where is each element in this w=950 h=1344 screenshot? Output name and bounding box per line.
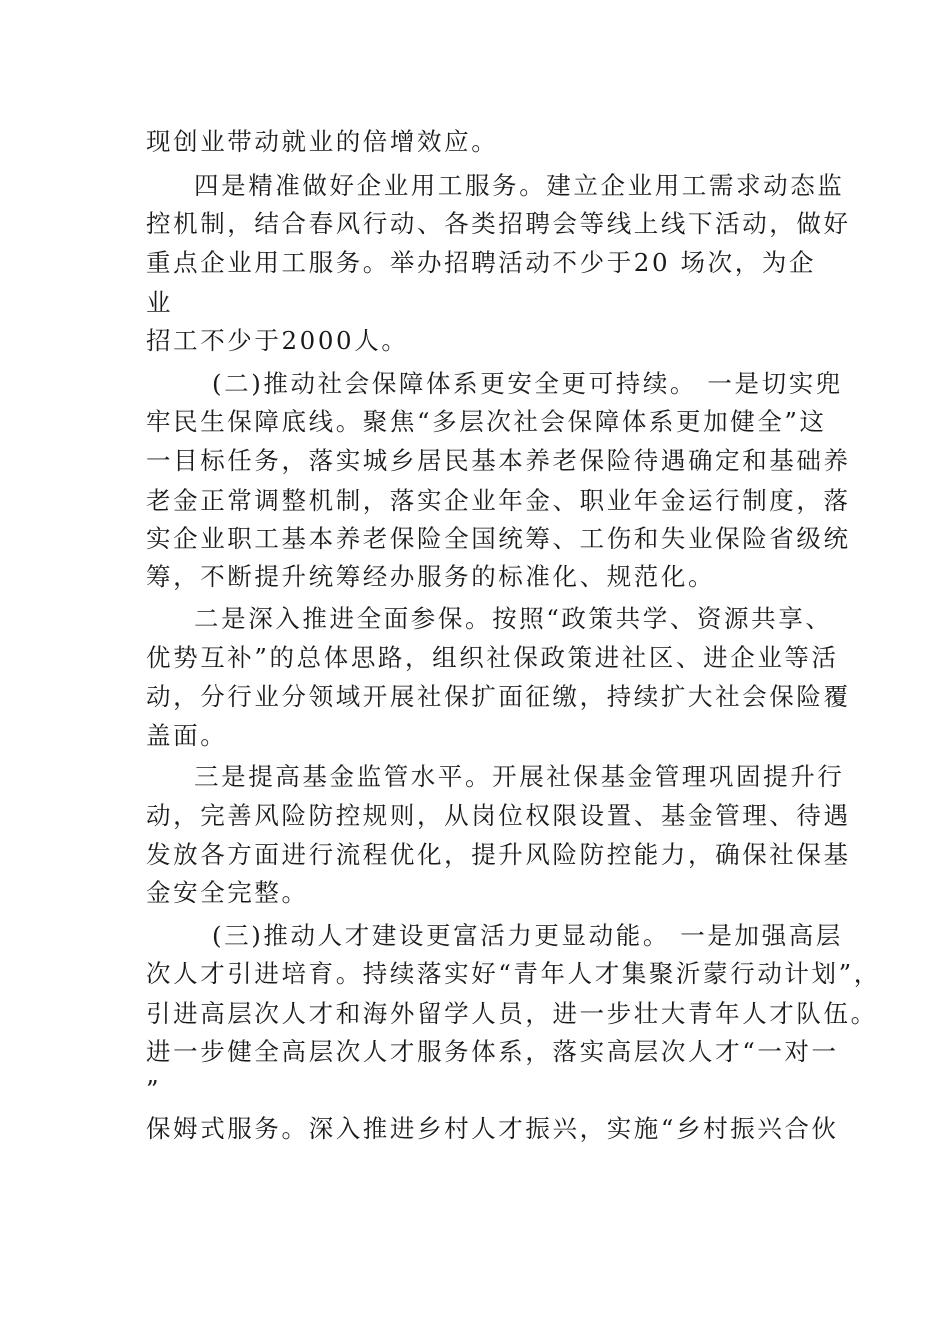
text-line: 优势互补”的总体思路，组织社保政策进社区、进企业等活 — [146, 643, 839, 672]
text-line: 招工不少于2000人。 — [146, 326, 409, 355]
text-line: 实企业职工基本养老保险全国统筹、工伤和失业保险省级统 — [146, 524, 851, 553]
text-line: 四是精准做好企业用工服务。建立企业用工需求动态监 — [194, 171, 845, 200]
text-line: 一目标任务，落实城乡居民基本养老保险待遇确定和基础养 — [146, 446, 851, 475]
text-line: ” — [146, 1075, 162, 1104]
text-line: 保姆式服务。深入推进乡村人才振兴，实施“乡村振兴合伙 — [146, 1114, 839, 1143]
text-line: 三是提高基金监管水平。开展社保基金管理巩固提升行 — [194, 762, 845, 791]
text-line: 动，完善风险防控规则，从岗位权限设置、基金管理、待遇 — [146, 801, 851, 830]
text-line: 牢民生保障底线。聚焦“多层次社会保障体系更加健全”这 — [146, 407, 827, 436]
section-heading-line: (三)推动人才建设更富活力更显动能。 一是加强高层 — [212, 921, 843, 950]
text-line: 动，分行业分领域开展社保扩面征缴，持续扩大社会保险覆 — [146, 682, 851, 711]
text-line: 现创业带动就业的倍增效应。 — [146, 127, 499, 156]
text-line: 筹，不断提升统筹经办服务的标准化、规范化。 — [146, 562, 716, 591]
text-line: 二是深入推进全面参保。按照“政策共学、资源共享、 — [194, 604, 833, 633]
text-line: 重点企业用工服务。举办招聘活动不少于20 场次，为企 — [146, 248, 817, 277]
text-line: 进一步健全高层次人才服务体系，落实高层次人才“一对一 — [146, 1037, 839, 1066]
text-line: 次人才引进培育。持续落实好“青年人才集聚沂蒙行动计划”， — [146, 959, 881, 988]
text-line: 金安全完整。 — [146, 878, 309, 907]
text-line: 盖面。 — [146, 721, 228, 750]
text-line: 业 — [146, 288, 174, 317]
text-line: 控机制，结合春风行动、各类招聘会等线上线下活动，做好 — [146, 209, 851, 238]
text-line: 发放各方面进行流程优化，提升风险防控能力，确保社保基 — [146, 840, 851, 869]
text-line: 引进高层次人才和海外留学人员，进一步壮大青年人才队伍。 — [146, 999, 878, 1028]
text-line: 老金正常调整机制，落实企业年金、职业年金运行制度，落 — [146, 486, 851, 515]
section-heading-line: (二)推动社会保障体系更安全更可持续。 一是切实兜 — [212, 369, 843, 398]
